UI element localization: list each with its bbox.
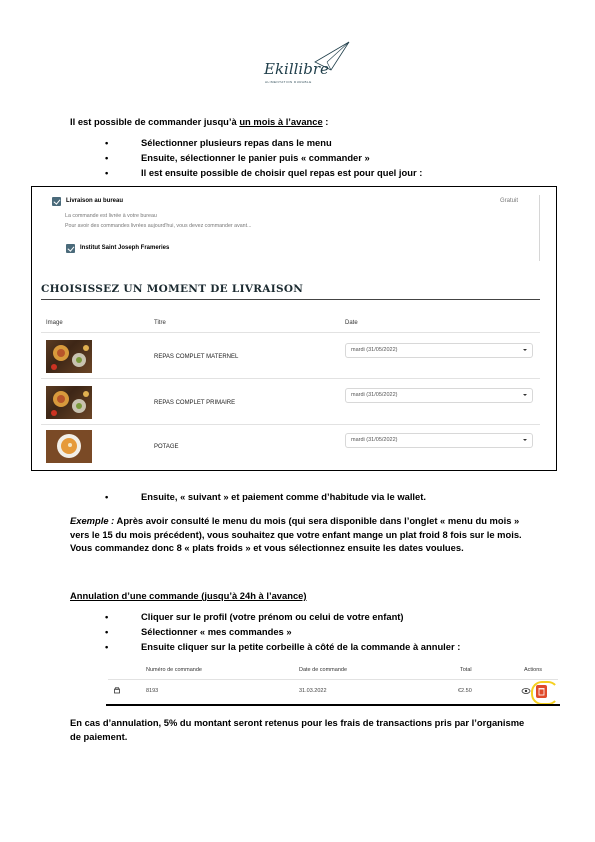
- bullet-text: Ensuite, « suivant » et paiement comme d’habitude via le wallet.: [141, 491, 426, 502]
- example-label: Exemple :: [70, 515, 115, 526]
- bullet-item: [105, 167, 422, 178]
- bullet-icon: •: [105, 641, 109, 652]
- bullet-text: Ensuite, sélectionner le panier puis « commander »: [141, 152, 370, 163]
- bullet-text: Ensuite cliquer sur la petite corbeille à côté de la commande à annuler :: [141, 641, 461, 652]
- bullet-icon: •: [105, 152, 109, 163]
- bullet-icon: •: [105, 491, 109, 502]
- trash-button[interactable]: [536, 685, 547, 698]
- date-select[interactable]: [345, 388, 533, 403]
- order-total: €2.50: [458, 688, 472, 694]
- delivery-label: Livraison au bureau: [66, 198, 124, 204]
- example-line: [70, 514, 540, 528]
- order-number[interactable]: 8193: [146, 688, 159, 694]
- col-image: Image: [46, 320, 63, 326]
- bullet-icon: •: [105, 626, 109, 637]
- bullet-item: [105, 152, 370, 163]
- intro-underlined: un mois à l’avance: [239, 116, 323, 127]
- print-icon[interactable]: [114, 687, 120, 695]
- bullet-icon: •: [105, 611, 109, 622]
- order-date: 31.03.2022: [299, 688, 327, 694]
- col-order-date: Date de commande: [299, 667, 347, 673]
- delivery-price: Gratuit: [500, 198, 519, 204]
- meal-thumbnail: [46, 386, 92, 419]
- delivery-time-heading: CHOISISSEZ UN MOMENT DE LIVRAISON: [41, 283, 304, 295]
- example-paragraph: [70, 514, 540, 555]
- divider: [108, 679, 558, 680]
- date-select[interactable]: [345, 343, 533, 358]
- divider: [41, 332, 540, 333]
- intro-colon: :: [322, 116, 329, 127]
- col-order-total: Total: [460, 667, 472, 673]
- bullet-item: [105, 626, 292, 637]
- bullet-item: [105, 137, 332, 148]
- bullet-icon: •: [105, 167, 109, 178]
- row-title: REPAS COMPLET MATERNEL: [154, 354, 239, 360]
- intro-paragraph: [70, 115, 328, 129]
- meal-thumbnail: [46, 340, 92, 373]
- bullet-icon: •: [105, 137, 109, 148]
- divider: [41, 378, 540, 379]
- example-line: Vous commandez donc 8 « plats froids » et vous sélectionnez ensuite les dates voulues.: [70, 542, 464, 553]
- intro-text: Il est possible de commander jusqu’à: [70, 116, 240, 127]
- date-value: mardi (31/05/2022): [351, 391, 398, 398]
- col-order-actions: Actions: [524, 667, 543, 673]
- institute-label: Institut Saint Joseph Frameries: [80, 245, 170, 251]
- row-title: REPAS COMPLET PRIMAIRE: [154, 400, 236, 406]
- checkbox-institute[interactable]: [66, 244, 75, 253]
- meal-image: [46, 340, 92, 373]
- divider: [41, 424, 540, 425]
- table-bottom-rule: [106, 704, 560, 706]
- scrollbar[interactable]: [539, 195, 540, 261]
- soup-thumbnail: [46, 430, 92, 463]
- bullet-text: Sélectionner plusieurs repas dans le menu: [141, 137, 332, 148]
- footer-line: de paiement.: [70, 730, 128, 742]
- bullet-item: [105, 641, 460, 652]
- col-order-number: Numéro de commande: [146, 667, 202, 673]
- example-line: vers le 15 du mois précédent), vous souhaitez que votre enfant mange un plat froid 8 fois sur le mois.: [70, 528, 522, 540]
- date-select[interactable]: [345, 433, 533, 448]
- logo: [255, 40, 355, 92]
- eye-icon[interactable]: [521, 687, 531, 695]
- caret-down-icon: [523, 439, 527, 441]
- cancel-heading: Annulation d’une commande (jusqu’à 24h à l’avance): [70, 590, 307, 601]
- bullet-text: Cliquer sur le profil (votre prénom ou celui de votre enfant): [141, 611, 404, 622]
- checkbox-delivery[interactable]: [52, 197, 61, 206]
- row-title: POTAGE: [154, 444, 179, 450]
- example-text: Après avoir consulté le menu du mois (qui sera disponible dans l’onglet « menu du mois »: [114, 515, 520, 526]
- divider: [41, 299, 540, 300]
- trash-icon: [536, 685, 547, 698]
- meal-image: [46, 386, 92, 419]
- bullet-text: Il est ensuite possible de choisir quel repas est pour quel jour :: [141, 167, 423, 178]
- footer-line: En cas d’annulation, 5% du montant seront retenus pour les frais de transactions pris par l’organisme: [70, 717, 525, 728]
- delivery-note: La commande est livrée à votre bureau: [65, 213, 157, 219]
- caret-down-icon: [523, 394, 527, 396]
- bullet-item: [105, 491, 426, 502]
- logo-wordmark: Ekillibre: [264, 60, 329, 78]
- date-value: mardi (31/05/2022): [351, 346, 398, 353]
- date-value: mardi (31/05/2022): [351, 436, 398, 443]
- footer-paragraph: [70, 716, 540, 743]
- bullet-item: [105, 611, 404, 622]
- col-title: Titre: [154, 320, 166, 326]
- bullet-text: Sélectionner « mes commandes »: [141, 626, 292, 637]
- caret-down-icon: [523, 349, 527, 351]
- col-date: Date: [345, 320, 358, 326]
- soup-image: [46, 430, 92, 463]
- logo-tagline: ALIMENTATION DURABLE: [265, 80, 312, 84]
- delivery-note-2: Pour avoir des commandes livrées aujourd'hui, vous devez commander avant...: [65, 223, 252, 229]
- checkout-screenshot: [31, 186, 557, 471]
